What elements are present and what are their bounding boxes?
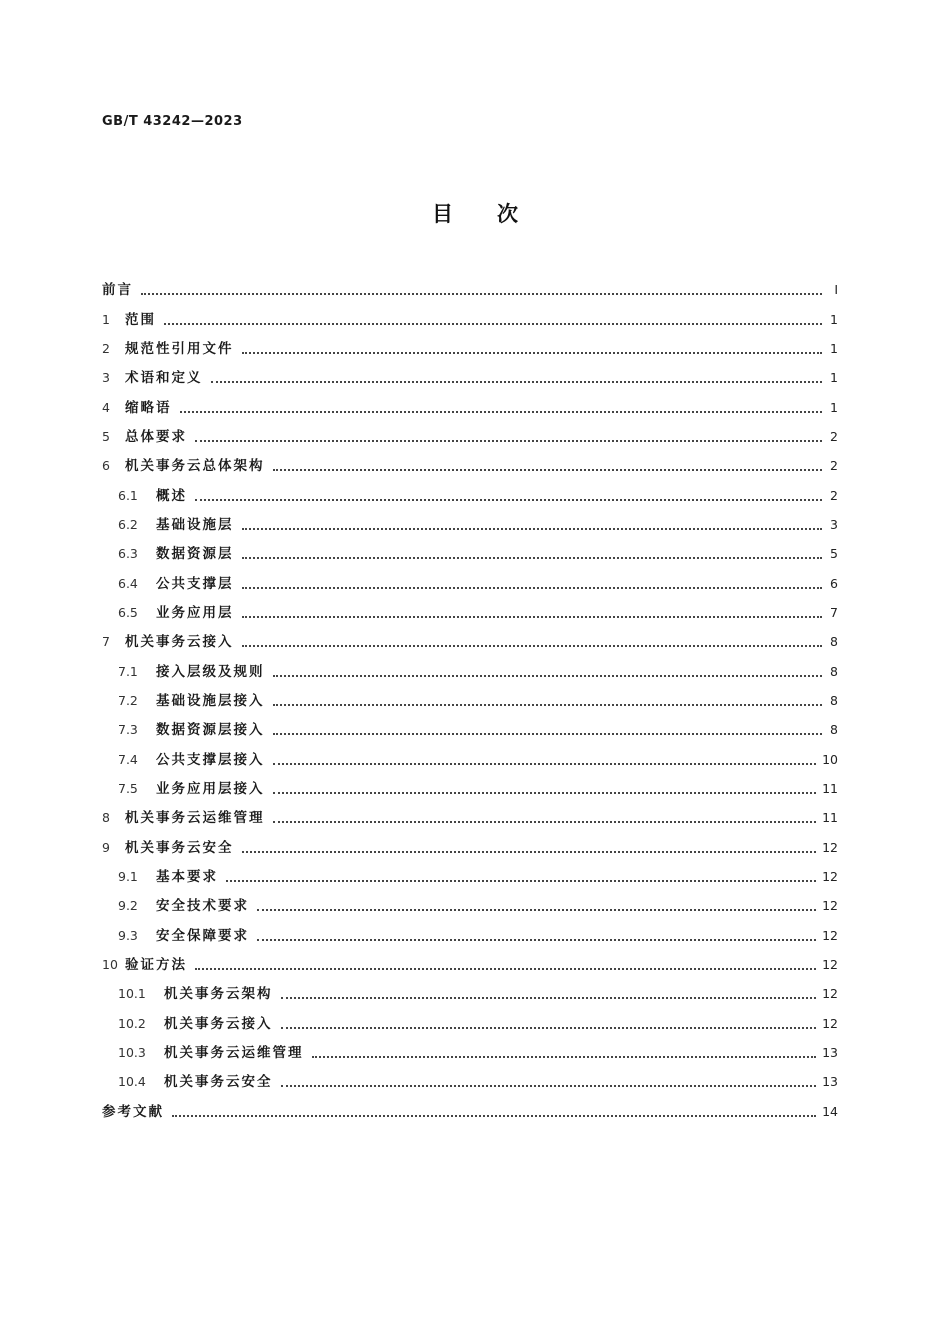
toc-dot-leader — [211, 369, 823, 387]
toc-entry[interactable] — [102, 417, 838, 446]
toc-entry-page: 1 — [830, 370, 838, 386]
toc-dot-leader — [180, 399, 823, 417]
toc-dot-leader — [281, 1073, 817, 1091]
toc-dot-leader — [242, 633, 823, 651]
toc-title: 目次 — [432, 202, 562, 226]
toc-entry[interactable] — [102, 915, 838, 944]
toc-entry-number: 9.2 — [118, 898, 138, 914]
toc-entry-number: 10.4 — [118, 1074, 146, 1090]
toc-dot-leader — [273, 751, 817, 769]
toc-dot-leader — [273, 809, 817, 827]
toc-entry-number: 3 — [102, 370, 110, 386]
toc-entry-page: 14 — [822, 1103, 838, 1119]
toc-entry[interactable] — [102, 710, 838, 739]
toc-entry-number: 7.3 — [118, 722, 138, 738]
toc-entry-page: 3 — [830, 516, 838, 532]
toc-dot-leader — [312, 1044, 817, 1062]
toc-entry-page: 13 — [822, 1074, 838, 1090]
toc-entry-number: 4 — [102, 399, 110, 415]
toc-entry-title: 机关事务云安全 — [164, 1074, 273, 1091]
toc-entry-number: 7 — [102, 634, 110, 650]
toc-entry-title: 规范性引用文件 — [125, 340, 234, 357]
toc-entry-title: 总体要求 — [125, 428, 187, 445]
toc-entry[interactable] — [102, 1003, 838, 1032]
standard-number: GB/T 43242—2023 — [102, 114, 243, 129]
toc-entry-page: 12 — [822, 986, 838, 1002]
toc-entry-title: 缩略语 — [125, 399, 172, 416]
toc-dot-leader — [172, 1103, 816, 1121]
toc-entry[interactable] — [102, 622, 838, 651]
toc-entry[interactable] — [102, 827, 838, 856]
toc-entry-title: 安全技术要求 — [156, 898, 249, 915]
toc-entry-page: 2 — [830, 487, 838, 503]
toc-entry-page: 12 — [822, 898, 838, 914]
toc-entry-number: 7.1 — [118, 663, 138, 679]
toc-entry[interactable] — [102, 593, 838, 622]
toc-dot-leader — [164, 311, 822, 329]
toc-entry-page: 1 — [830, 399, 838, 415]
toc-entry-number: 10.3 — [118, 1044, 146, 1060]
toc-entry-title: 范围 — [125, 311, 156, 328]
toc-entry[interactable] — [102, 651, 838, 680]
toc-entry-number: 7.5 — [118, 780, 138, 796]
toc-dot-leader — [242, 575, 823, 593]
toc-dot-leader — [273, 692, 823, 710]
toc-entry-number: 1 — [102, 311, 110, 327]
toc-entry-title: 接入层级及规则 — [156, 663, 265, 680]
toc-dot-leader — [257, 897, 816, 915]
toc-dot-leader — [242, 839, 817, 857]
toc-entry-number: 7.2 — [118, 692, 138, 708]
toc-entry[interactable] — [102, 1091, 838, 1120]
toc-entry[interactable] — [102, 387, 838, 416]
toc-entry[interactable] — [102, 563, 838, 592]
toc-entry-number: 10.2 — [118, 1015, 146, 1031]
toc-entry-page: 11 — [822, 810, 838, 826]
toc-entry-number: 6.2 — [118, 516, 138, 532]
toc-dot-leader — [281, 1015, 817, 1033]
toc-entry-title: 参考文献 — [102, 1103, 164, 1120]
toc-dot-leader — [242, 516, 823, 534]
toc-entry[interactable] — [102, 299, 838, 328]
toc-dot-leader — [242, 604, 823, 622]
toc-entry-number: 5 — [102, 428, 110, 444]
toc-entry-number: 10.1 — [118, 986, 146, 1002]
toc-entry-title: 机关事务云总体架构 — [125, 458, 265, 475]
toc-entry[interactable] — [102, 358, 838, 387]
toc-entry[interactable] — [102, 534, 838, 563]
toc-entry-title: 数据资源层接入 — [156, 722, 265, 739]
toc-entry-page: 12 — [822, 927, 838, 943]
toc-entry-title: 基础设施层接入 — [156, 692, 265, 709]
toc-dot-leader — [257, 927, 816, 945]
toc-entry[interactable] — [102, 329, 838, 358]
toc-dot-leader — [273, 721, 823, 739]
toc-entry[interactable] — [102, 505, 838, 534]
toc-entry-number: 9.1 — [118, 868, 138, 884]
toc-entry-page: 6 — [830, 575, 838, 591]
toc-entry-page: 2 — [830, 428, 838, 444]
toc-entry-title: 机关事务云接入 — [164, 1015, 273, 1032]
toc-entry-title: 业务应用层 — [156, 604, 234, 621]
toc-entry-number: 7.4 — [118, 751, 138, 767]
toc-entry[interactable] — [102, 945, 838, 974]
toc-entry-title: 机关事务云安全 — [125, 839, 234, 856]
toc-dot-leader — [195, 428, 822, 446]
toc-entry-number: 6.1 — [118, 487, 138, 503]
toc-entry-number: 10 — [102, 956, 118, 972]
toc-entry-page: 8 — [830, 634, 838, 650]
toc-entry-number: 2 — [102, 340, 110, 356]
toc-entry-title: 前言 — [102, 282, 133, 299]
toc-entry-title: 机关事务云架构 — [164, 986, 273, 1003]
toc-entry[interactable] — [102, 769, 838, 798]
toc-entry-title: 公共支撑层接入 — [156, 751, 265, 768]
toc-entry-page: 2 — [830, 458, 838, 474]
toc-dot-leader — [226, 868, 816, 886]
toc-dot-leader — [242, 340, 823, 358]
toc-entry-page: 11 — [822, 780, 838, 796]
toc-entry-title: 机关事务云运维管理 — [125, 810, 265, 827]
toc-entry-title: 基础设施层 — [156, 516, 234, 533]
toc-entry-page: 12 — [822, 956, 838, 972]
toc-dot-leader — [273, 457, 823, 475]
toc-entry-title: 概述 — [156, 487, 187, 504]
toc-entry[interactable] — [102, 446, 838, 475]
toc-entry-title: 基本要求 — [156, 868, 218, 885]
toc-entry-page: 10 — [822, 751, 838, 767]
toc-entry[interactable] — [102, 857, 838, 886]
toc-entry-page: 7 — [830, 604, 838, 620]
toc-dot-leader — [281, 985, 817, 1003]
toc-entry[interactable] — [102, 739, 838, 768]
toc-entry[interactable] — [102, 1033, 838, 1062]
toc-entry-title: 术语和定义 — [125, 370, 203, 387]
toc-entry[interactable] — [102, 270, 838, 299]
toc-entry-number: 9.3 — [118, 927, 138, 943]
toc-entry-title: 数据资源层 — [156, 546, 234, 563]
table-of-contents — [102, 270, 838, 1121]
toc-entry-page: I — [834, 282, 838, 298]
toc-dot-leader — [141, 281, 822, 299]
toc-dot-leader — [195, 487, 822, 505]
toc-dot-leader — [273, 663, 823, 681]
toc-entry-title: 验证方法 — [125, 956, 187, 973]
toc-entry[interactable] — [102, 1062, 838, 1091]
toc-entry-number: 6 — [102, 458, 110, 474]
toc-entry-number: 6.5 — [118, 604, 138, 620]
toc-entry[interactable] — [102, 974, 838, 1003]
toc-entry[interactable] — [102, 798, 838, 827]
toc-entry-page: 12 — [822, 839, 838, 855]
toc-entry-page: 1 — [830, 340, 838, 356]
toc-entry-page: 5 — [830, 546, 838, 562]
toc-entry-page: 12 — [822, 868, 838, 884]
toc-entry-title: 机关事务云运维管理 — [164, 1044, 304, 1061]
toc-entry-title: 业务应用层接入 — [156, 780, 265, 797]
toc-entry-page: 8 — [830, 663, 838, 679]
toc-entry-number: 8 — [102, 810, 110, 826]
toc-entry[interactable] — [102, 886, 838, 915]
toc-entry[interactable] — [102, 681, 838, 710]
toc-entry-number: 9 — [102, 839, 110, 855]
toc-entry-page: 1 — [830, 311, 838, 327]
toc-dot-leader — [273, 780, 817, 798]
toc-entry-page: 8 — [830, 692, 838, 708]
toc-dot-leader — [242, 545, 823, 563]
toc-entry-title: 安全保障要求 — [156, 927, 249, 944]
toc-entry[interactable] — [102, 475, 838, 504]
toc-entry-number: 6.4 — [118, 575, 138, 591]
toc-entry-page: 13 — [822, 1044, 838, 1060]
toc-entry-page: 8 — [830, 722, 838, 738]
toc-entry-title: 公共支撑层 — [156, 575, 234, 592]
toc-entry-title: 机关事务云接入 — [125, 634, 234, 651]
toc-dot-leader — [195, 956, 816, 974]
toc-entry-number: 6.3 — [118, 546, 138, 562]
toc-entry-page: 12 — [822, 1015, 838, 1031]
